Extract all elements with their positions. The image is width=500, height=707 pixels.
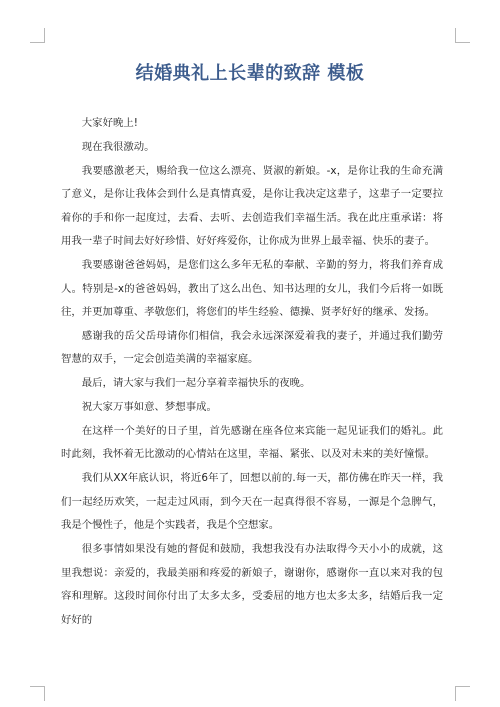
page-corner-mark-top-right (455, 28, 470, 43)
paragraph-thanks-parents: 我要感谢爸爸妈妈，是您们这么多年无私的奉献、辛勤的努力，将我们养育成人。特别是-x的爸爸妈妈，教出了这么出色、知书达理的女儿，我们今后将一如既往，并更加尊重、孝敬您们，将您们的毕生经验、德操、贤孝好好的继承、发扬。 (61, 259, 443, 319)
paragraph-wishes: 祝大家万事如意、梦想事成。 (81, 401, 217, 414)
paragraph-excited: 现在我很激动。 (81, 140, 155, 153)
document-body (61, 112, 443, 632)
paragraph-to-bride: 很多事情如果没有她的督促和鼓励，我想我没有办法取得今天小小的成就，这里我想说：亲爱的，我最美丽和疼爱的新娘子，谢谢你，感谢你一直以来对我的包容和理解。这段时间你付出了太多太多，受委屈的地方也太多太多，结婚后我一定好好的 (61, 543, 443, 626)
paragraph-thanks-in-laws: 感谢我的岳父岳母请你们相信，我会永远深深爱着我的妻子，并通过我们勤劳智慧的双手，一定会创造美满的幸福家庭。 (61, 329, 443, 366)
paragraph-history: 我们从XX年底认识，将近6年了，回想以前的.每一天，都仿佛在昨天一样，我们一起经历欢笑，一起走过风雨，到今天在一起真得很不容易，一源是个急脾气，我是个慢性子，他是个实践者，我是个空想家。 (61, 472, 443, 532)
page-corner-mark-bottom-left (30, 686, 45, 701)
paragraph-share-evening: 最后，请大家与我们一起分享着幸福快乐的夜晚。 (81, 377, 311, 390)
paragraph-greeting: 大家好晚上! (81, 117, 138, 129)
paragraph-thanks-guests: 在这样一个美好的日子里，首先感谢在座各位来宾能一起见证我们的婚礼。此时此刻，我怀着无比激动的心情站在这里，幸福、紧张、以及对未来的美好憧憬。 (61, 424, 443, 461)
page-corner-mark-top-left (30, 28, 45, 43)
document-title: 结婚典礼上长辈的致辞 模板 (135, 63, 365, 84)
page-corner-mark-bottom-right (455, 686, 470, 701)
paragraph-thanks-heaven: 我要感激老天，赐给我一位这么漂亮、贤淑的新娘。-x，是你让我的生命充满了意义，是你让我体会到什么是真情真爱，是你让我决定这辈子，这辈子一定要拉着你的手和你一起度过，去看、去听、去创造我们幸福生活。我在此庄重承诺：将用我一辈子时间去好好珍惜、好好疼爱你，让你成为世界上最幸福、快乐的妻子。 (61, 164, 443, 248)
